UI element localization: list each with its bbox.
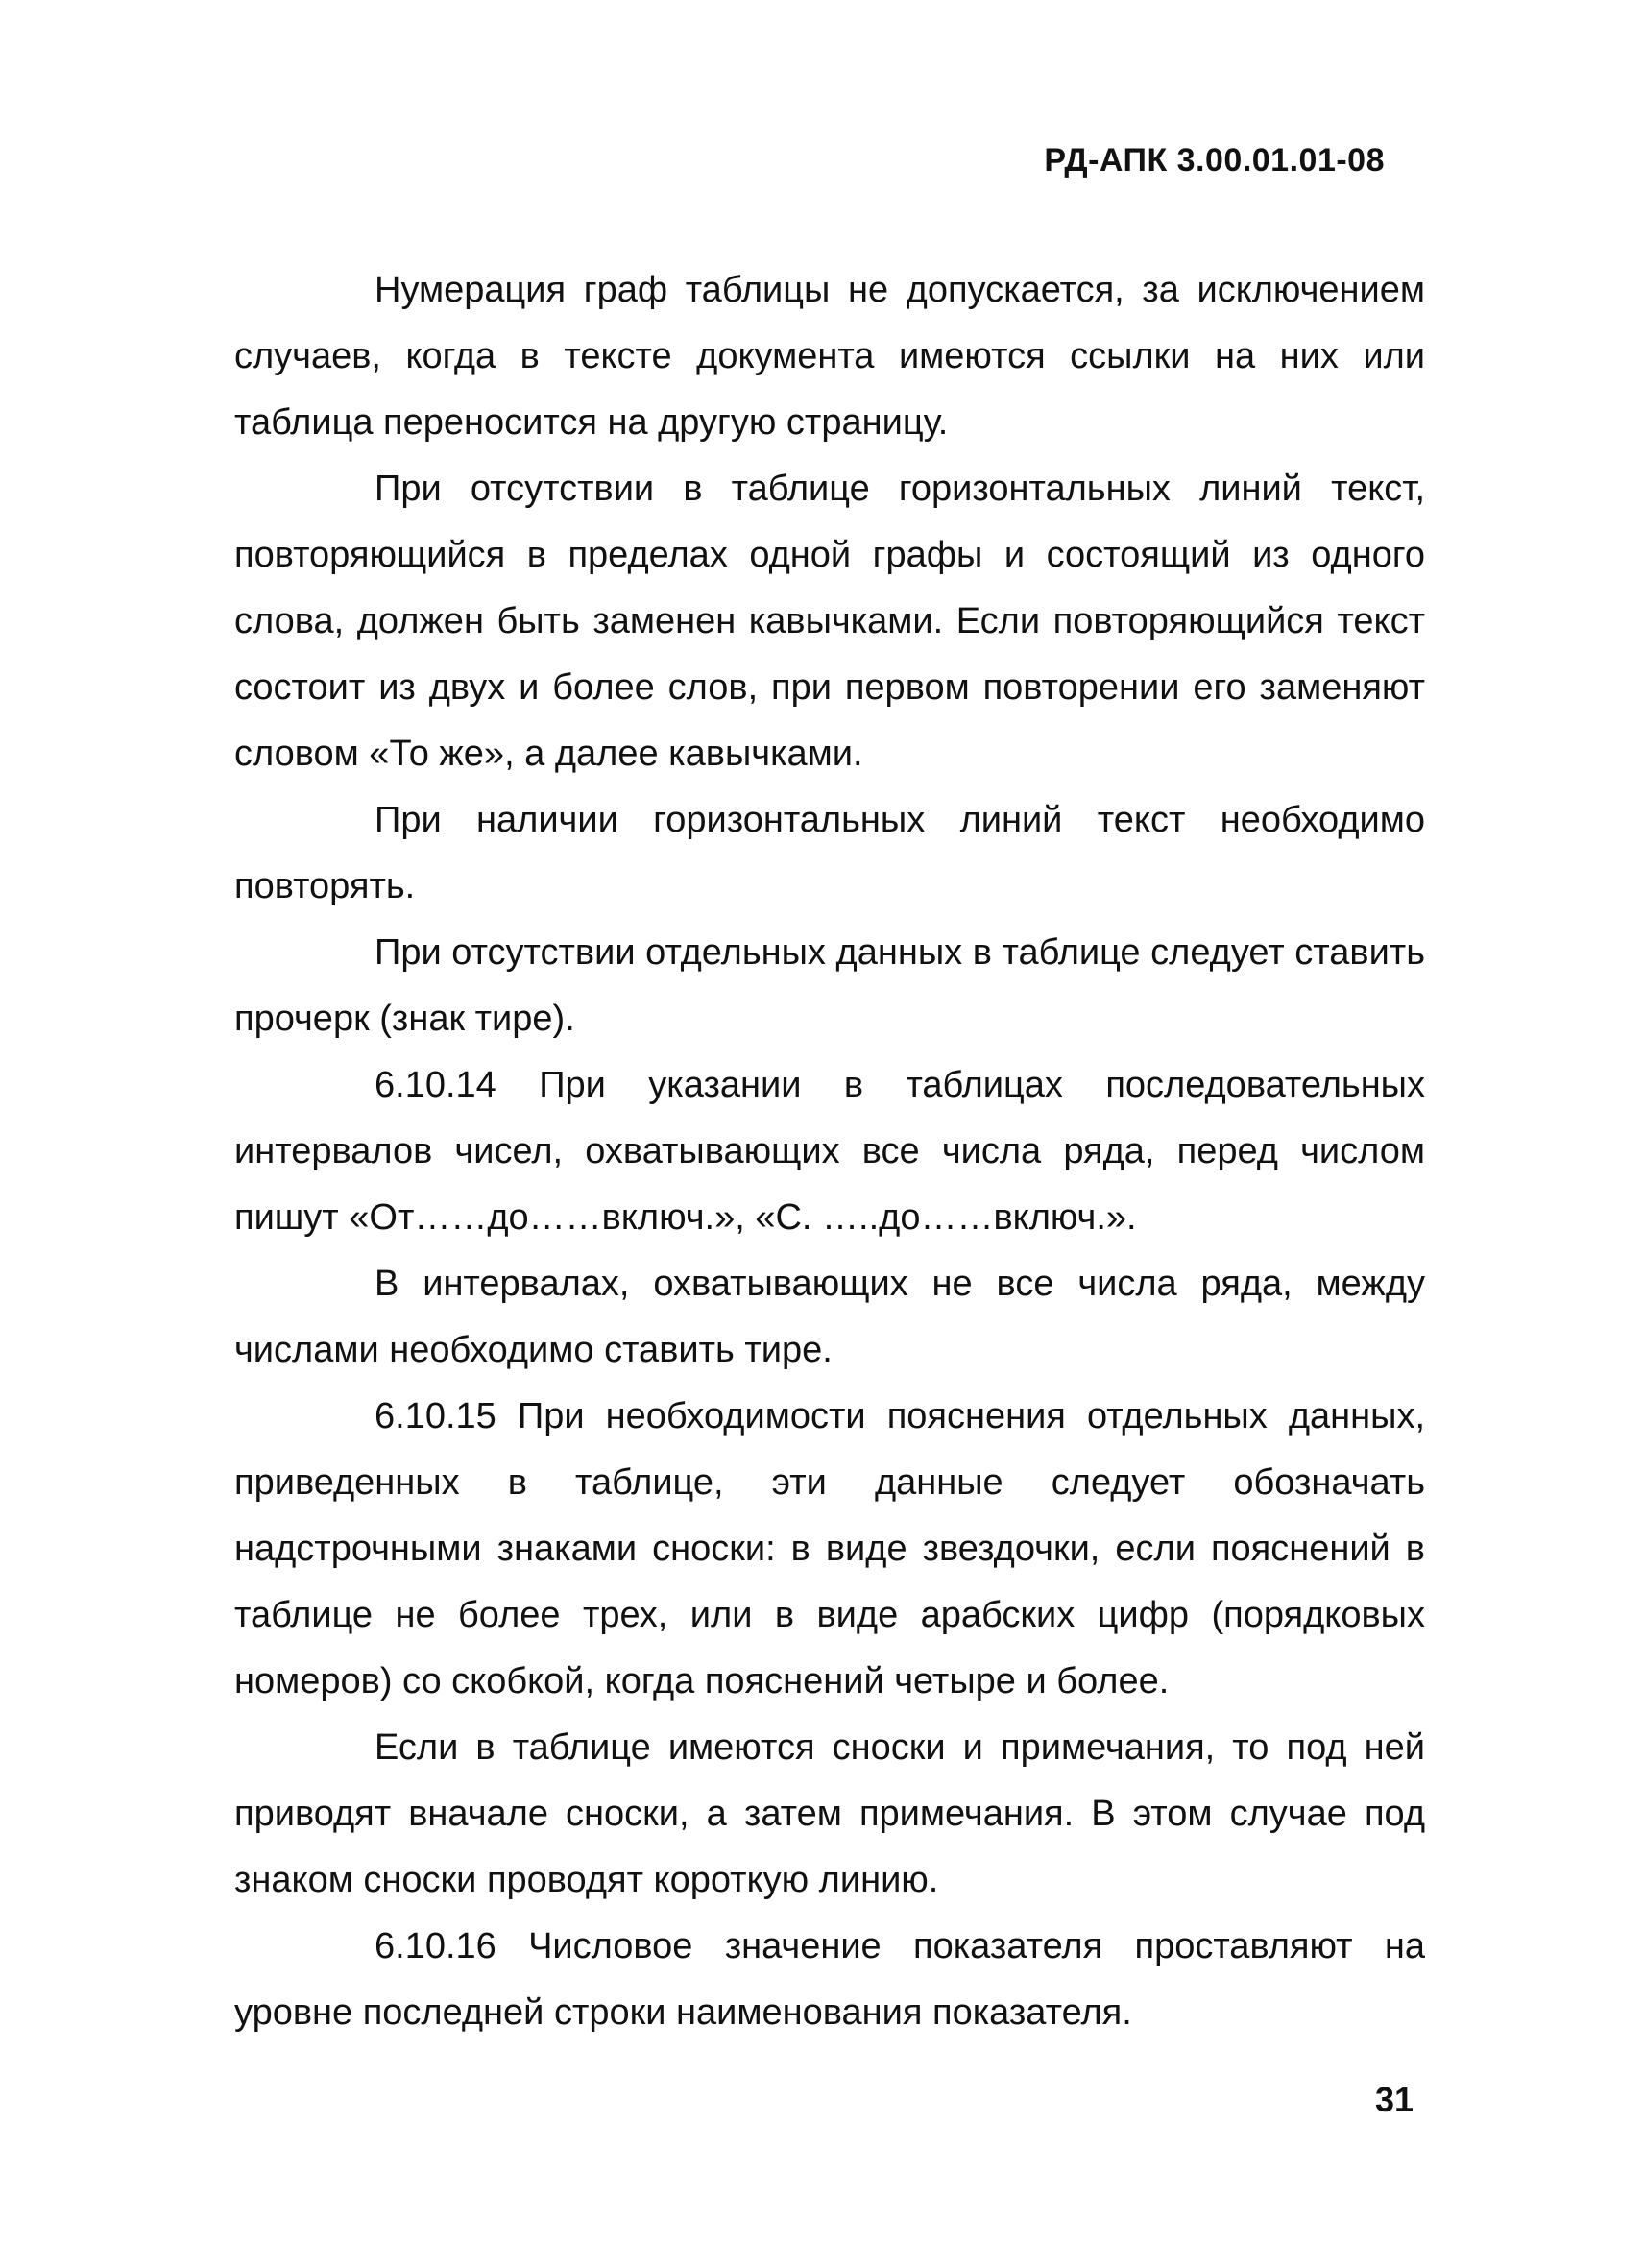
paragraph-missing-data: При отсутствии отдельных данных в таблице следует ставить прочерк (знак тире). — [234, 932, 1425, 1039]
document-code: РД-АПК 3.00.01.01-08 — [1044, 142, 1385, 179]
paragraph-column-numbering: Нумерация граф таблицы не допускается, за исключением случаев, когда в тексте документа имеются ссылки на них или таблица переносится на другую страницу. — [234, 270, 1425, 443]
page-number: 31 — [1375, 2080, 1414, 2119]
paragraph-with-horizontal-lines: При наличии горизонтальных линий текст необходимо повторять. — [234, 800, 1425, 906]
paragraph-6-10-16: 6.10.16 Числовое значение показателя проставляют на уровне последней строки наименования показателя. — [234, 1926, 1425, 2033]
paragraph-partial-intervals: В интервалах, охватывающих не все числа ряда, между числами необходимо ставить тире. — [234, 1264, 1425, 1370]
document-body — [234, 257, 1425, 2046]
paragraph-6-10-15: 6.10.15 При необходимости пояснения отдельных данных, приведенных в таблице, эти данные следует обозначать надстрочными знаками сноски: в виде звездочки, если пояснений в таблице не более трех, или в виде арабских цифр (порядковых номеров) со скобкой, когда пояснений четыре и более. — [234, 1396, 1425, 1701]
paragraph-no-horizontal-lines: При отсутствии в таблице горизонтальных линий текст, повторяющийся в пределах одной графы и состоящий из одного слова, должен быть заменен кавычками. Если повторяющийся текст состоит из двух и более слов, при первом повторении его заменяют словом «То же», а далее кавычками. — [234, 469, 1425, 774]
paragraph-footnotes-and-notes: Если в таблице имеются сноски и примечания, то под ней приводят вначале сноски, а затем примечания. В этом случае под знаком сноски проводят короткую линию. — [234, 1727, 1425, 1900]
paragraph-6-10-14: 6.10.14 При указании в таблицах последовательных интервалов чисел, охватывающих все числа ряда, перед числом пишут «От……до……включ.», «С. …..до……включ.». — [234, 1065, 1425, 1238]
